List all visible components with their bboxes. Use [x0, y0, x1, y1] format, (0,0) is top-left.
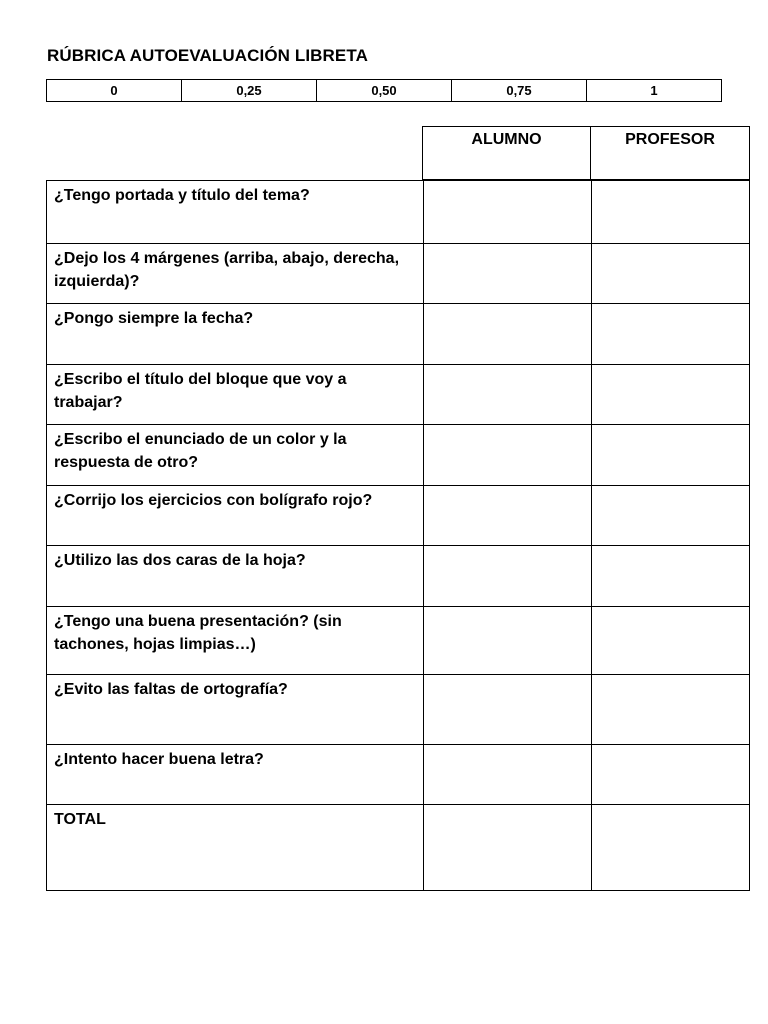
profesor-score-cell[interactable]	[591, 745, 749, 805]
table-row	[47, 244, 750, 304]
profesor-score-cell[interactable]	[591, 425, 749, 486]
scale-value: 0	[47, 80, 182, 102]
profesor-score-cell[interactable]	[591, 244, 749, 304]
scale-value: 0,25	[182, 80, 317, 102]
question-cell: ¿Utilizo las dos caras de la hoja?	[47, 546, 424, 607]
rubric-table	[46, 180, 750, 891]
profesor-score-cell[interactable]	[591, 607, 749, 675]
document-title: RÚBRICA AUTOEVALUACIÓN LIBRETA	[47, 46, 368, 65]
alumno-score-cell[interactable]	[423, 181, 591, 244]
profesor-score-cell[interactable]	[591, 546, 749, 607]
question-cell: ¿Intento hacer buena letra?	[47, 745, 424, 805]
alumno-score-cell[interactable]	[423, 675, 591, 745]
table-row	[47, 365, 750, 425]
total-label: TOTAL	[47, 805, 424, 891]
alumno-score-cell[interactable]	[423, 745, 591, 805]
profesor-total-cell[interactable]	[591, 805, 749, 891]
question-cell: ¿Corrijo los ejercicios con bolígrafo rojo?	[47, 486, 424, 546]
scale-value: 1	[587, 80, 722, 102]
question-cell: ¿Evito las faltas de ortografía?	[47, 675, 424, 745]
alumno-score-cell[interactable]	[423, 486, 591, 546]
table-row	[47, 486, 750, 546]
table-row	[47, 607, 750, 675]
scale-table	[46, 79, 722, 102]
alumno-score-cell[interactable]	[423, 244, 591, 304]
question-cell: ¿Tengo portada y título del tema?	[47, 181, 424, 244]
column-header-alumno: ALUMNO	[422, 126, 591, 180]
question-cell: ¿Escribo el enunciado de un color y la respuesta de otro?	[47, 425, 424, 486]
alumno-score-cell[interactable]	[423, 304, 591, 365]
question-cell: ¿Escribo el título del bloque que voy a trabajar?	[47, 365, 424, 425]
alumno-score-cell[interactable]	[423, 546, 591, 607]
table-row	[47, 675, 750, 745]
table-row	[47, 304, 750, 365]
scale-value: 0,75	[452, 80, 587, 102]
profesor-score-cell[interactable]	[591, 181, 749, 244]
alumno-score-cell[interactable]	[423, 425, 591, 486]
alumno-total-cell[interactable]	[423, 805, 591, 891]
alumno-score-cell[interactable]	[423, 365, 591, 425]
profesor-score-cell[interactable]	[591, 486, 749, 546]
profesor-score-cell[interactable]	[591, 304, 749, 365]
question-cell: ¿Dejo los 4 márgenes (arriba, abajo, derecha, izquierda)?	[47, 244, 424, 304]
question-cell: ¿Tengo una buena presentación? (sin tachones, hojas limpias…)	[47, 607, 424, 675]
table-row	[47, 425, 750, 486]
column-header-profesor: PROFESOR	[590, 126, 750, 180]
table-row	[47, 181, 750, 244]
scale-value: 0,50	[317, 80, 452, 102]
total-row	[47, 805, 750, 891]
question-cell: ¿Pongo siempre la fecha?	[47, 304, 424, 365]
profesor-score-cell[interactable]	[591, 675, 749, 745]
alumno-score-cell[interactable]	[423, 607, 591, 675]
profesor-score-cell[interactable]	[591, 365, 749, 425]
table-row	[47, 546, 750, 607]
table-row	[47, 745, 750, 805]
